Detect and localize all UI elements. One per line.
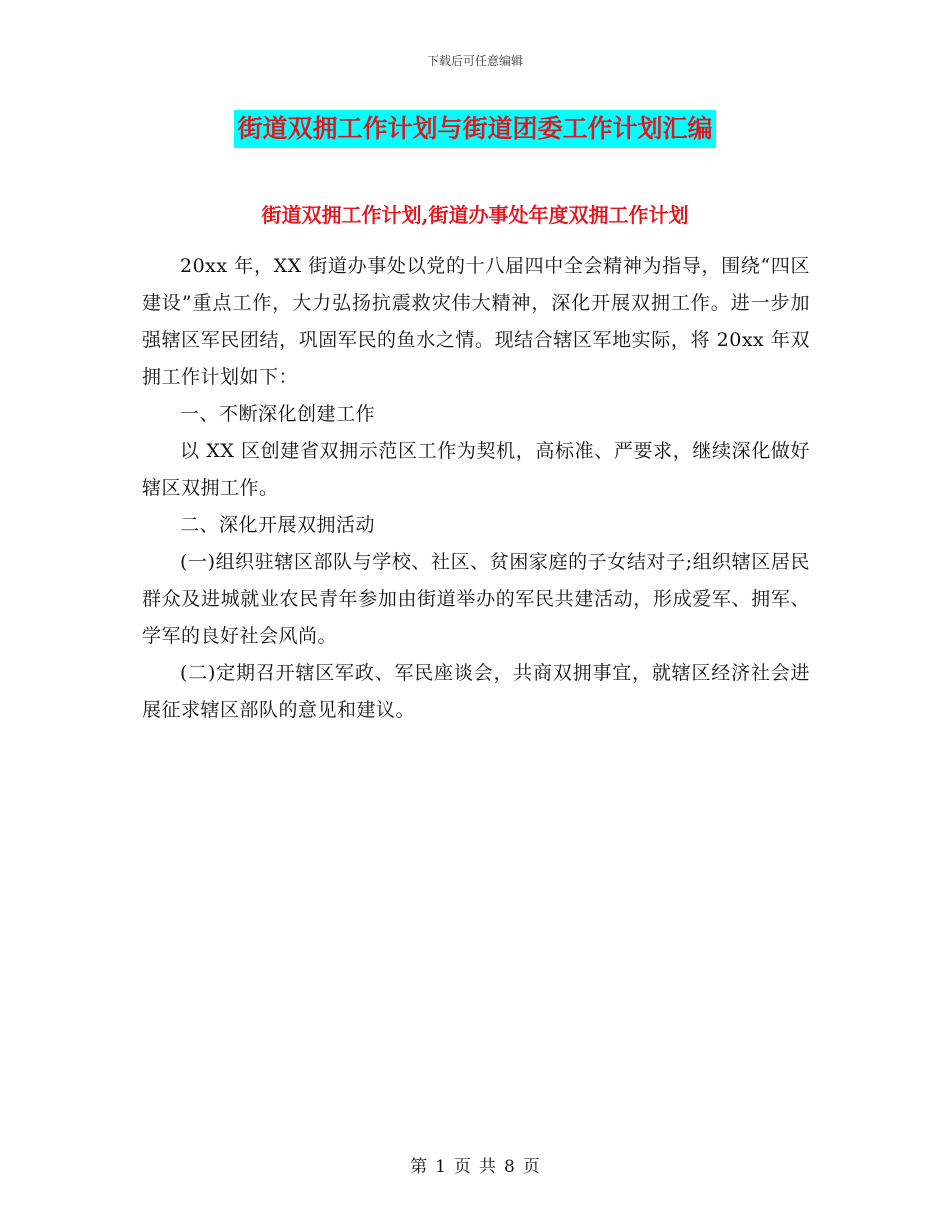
footer-total-pages: 8 [504,1157,515,1177]
footer-page-word: 页 [454,1157,471,1177]
footer-suffix: 页 [522,1157,540,1177]
paragraph-intro: 20xx 年，XX 街道办事处以党的十八届四中全会精神为指导，围绕“四区建设”重点工作，大力弘扬抗震救灾伟大精神，深化开展双拥工作。进一步加强辖区军民团结，巩固军民的鱼水之情。现结合辖区军地实际，将 20xx 年双拥工作计划如下： [142,255,810,388]
footer-prefix: 第 [410,1157,428,1177]
paragraph-item-2: (二)定期召开辖区军政、军民座谈会，共商双拥事宜，就辖区经济社会进展征求辖区部队的意见和建议。 [142,662,810,721]
page-footer [0,1155,950,1179]
paragraph-section-1: 以 XX 区创建省双拥示范区工作为契机，高标准、严要求，继续深化做好辖区双拥工作。 [142,440,810,499]
page-header-note: 下载后可任意编辑 [426,54,523,68]
paragraph-item-1: (一)组织驻辖区部队与学校、社区、贫困家庭的子女结对子;组织辖区居民群众及进城就业农民青年参加由街道举办的军民共建活动，形成爱军、拥军、学军的良好社会风尚。 [142,551,810,647]
footer-total-label: 共 [479,1157,496,1177]
document-main-title: 街道双拥工作计划与街道团委工作计划汇编 [234,110,715,148]
footer-current-page: 1 [435,1157,446,1177]
document-body [142,248,810,729]
section-heading-2: 二、深化开展双拥活动 [180,514,376,536]
document-sub-title: 街道双拥工作计划,街道办事处年度双拥工作计划 [261,203,689,227]
main-title-wrap [0,110,950,148]
section-heading-1: 一、不断深化创建工作 [180,403,376,425]
